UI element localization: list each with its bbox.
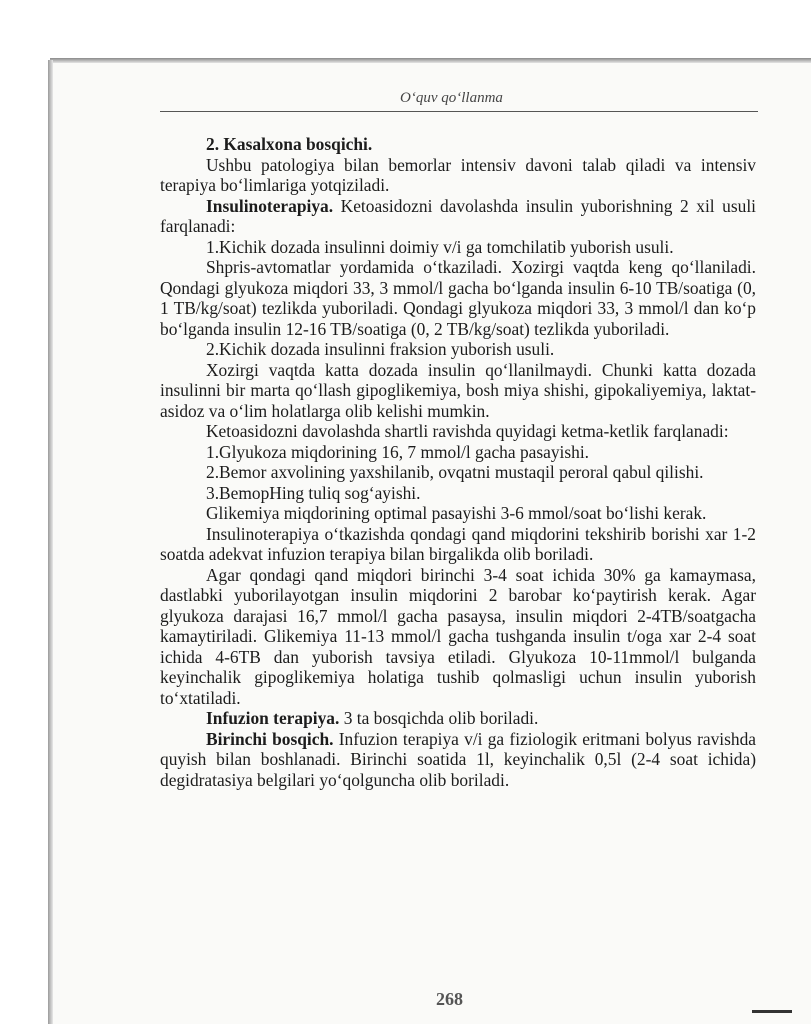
header-title: O‘quv qo‘llanma	[400, 90, 503, 106]
paragraph-term: Birinchi bosqich.	[206, 728, 334, 749]
paragraph: 2.Kichik dozada insulinni fraksion yuborish usuli.	[206, 339, 555, 359]
paragraph: Ushbu patologiya bilan bemorlar intensiv davoni talab qiladi va intensiv terapiya bo‘limlariga yotqiziladi.	[160, 154, 756, 195]
paragraph: 1.Glyukoza miqdorining 16, 7 mmol/l gacha pasayishi.	[206, 441, 590, 462]
header-rule	[160, 111, 758, 112]
scan-background	[0, 0, 811, 58]
paragraph: Glikemiya miqdorining optimal pasayishi 3-6 mmol/soat bo‘lishi kerak.	[206, 503, 707, 523]
paragraph: Insulinoterapiya o‘tkazishda qondagi qand miqdorini tekshirib borishi xar 1-2 soatda adekvat infuzion terapiya bilan birgalikda olib boriladi.	[160, 523, 756, 564]
paragraph: Ketoasidozni davolashda shartli ravishda quyidagi ketma-ketlik farqlanadi:	[206, 421, 729, 441]
paragraph: Agar qondagi qand miqdori birinchi 3-4 soat ichida 30% ga kamaymasa, dastlabki yuborilayotgan insulin miqdorini 2 barobar ko‘paytirish kerak. Agar glyukoza darajasi 16,7 mmol/l gacha pasaysa, insulin miqdori 2-4TB/soatgacha kamaytiriladi. Glikemiya 11-13 mmol/l gacha tushganda insulin t/oga xar 2-4 soat ichida 4-6TB dan yuborish tavsiya etiladi. Glyukoza 10-11mmol/l bulganda keyinchalik gipoglikemiya holatiga tushib qolmasligi uchun insulin yuborish to‘xtatiladi.	[160, 564, 756, 708]
section-heading: 2. Kasalxona bosqichi.	[206, 134, 373, 154]
page-number: 268	[436, 989, 463, 1009]
paragraph: Birinchi bosqich. Infuzion terapiya v/i ga fiziologik eritmani bolyus ravishda quyish bilan boshlanadi. Birinchi soatida 1l, keyinchalik 0,5l (2-4 soat ichida) degidratasiya belgilari yo‘qolguncha olib boriladi.	[160, 728, 756, 790]
paragraph: 1.Kichik dozada insulinni doimiy v/i ga tomchilatib yuborish usuli.	[206, 236, 674, 257]
paragraph: 2.Bemor axvolining yaxshilanib, ovqatni mustaqil peroral qabul qilishi.	[206, 462, 704, 482]
paragraph: Infuzion terapiya. 3 ta bosqichda olib boriladi.	[206, 708, 539, 728]
paragraph: 3.BemopHing tuliq sog‘ayishi.	[206, 482, 421, 503]
paragraph-term: Infuzion terapiya.	[206, 708, 340, 728]
running-header	[160, 90, 758, 116]
corner-mark	[752, 1010, 792, 1013]
paragraph: Insulinoterapiya. Ketoasidozni davolashda insulin yuborishning 2 xil usuli farqlanadi:	[160, 195, 756, 236]
page-body	[160, 134, 756, 790]
paragraph: Shpris-avtomatlar yordamida o‘tkaziladi. Xozirgi vaqtda keng qo‘llaniladi. Qondagi glyukoza miqdori 33, 3 mmol/l gacha bo‘lganda insulin 6-10 TB/soatiga (0, 1 TB/kg/soat) tezlikda yuboriladi. Qondagi glyukoza miqdori 33, 3 mmol/l dan ko‘p bo‘lganda insulin 12-16 TB/soatiga (0, 2 TB/kg/soat) tezlikda yuboriladi.	[160, 257, 756, 339]
paragraph-term: Insulinoterapiya.	[206, 195, 334, 216]
paragraph: Xozirgi vaqtda katta dozada insulin qo‘llanilmaydi. Chunki katta dozada insulinni bir marta qo‘llash gipoglikemiya, bosh miya shishi, gipokaliyemiya, laktat-asidoz va o‘lim holatlarga olib kelishi mumkin.	[160, 359, 756, 421]
